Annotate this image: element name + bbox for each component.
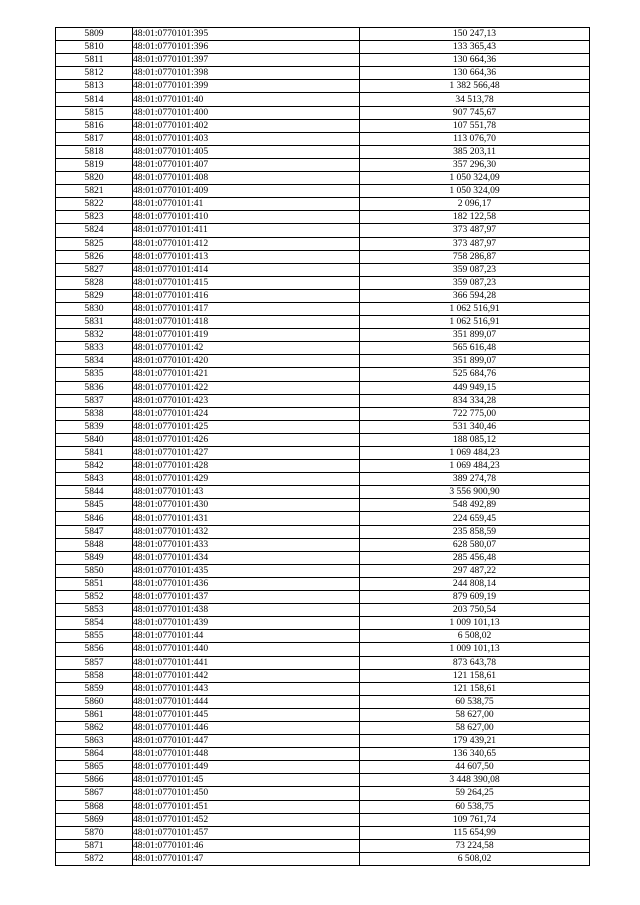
cadastral-number-cell: 48:01:0770101:445	[133, 708, 360, 721]
cadastral-number-cell: 48:01:0770101:441	[133, 656, 360, 669]
cadastral-number-cell: 48:01:0770101:42	[133, 342, 360, 355]
row-number-cell: 5819	[56, 158, 133, 171]
row-number-cell: 5828	[56, 276, 133, 289]
table-row	[56, 630, 590, 643]
row-number-cell: 5824	[56, 224, 133, 237]
cadastral-value-cell: 188 085,12	[360, 433, 590, 446]
table-row	[56, 551, 590, 564]
table-row	[56, 80, 590, 93]
row-number-cell: 5812	[56, 67, 133, 80]
cadastral-number-cell: 48:01:0770101:444	[133, 695, 360, 708]
table-row	[56, 185, 590, 198]
cadastral-value-cell: 130 664,36	[360, 67, 590, 80]
cadastral-number-cell: 48:01:0770101:425	[133, 420, 360, 433]
cadastral-number-cell: 48:01:0770101:436	[133, 577, 360, 590]
row-number-cell: 5821	[56, 185, 133, 198]
table-row	[56, 656, 590, 669]
table-row	[56, 708, 590, 721]
table-row	[56, 761, 590, 774]
cadastral-number-cell: 48:01:0770101:412	[133, 237, 360, 250]
cadastral-number-cell: 48:01:0770101:417	[133, 302, 360, 315]
table-row	[56, 525, 590, 538]
table-row	[56, 748, 590, 761]
row-number-cell: 5826	[56, 250, 133, 263]
row-number-cell: 5833	[56, 342, 133, 355]
cadastral-value-cell: 1 062 516,91	[360, 316, 590, 329]
cadastral-number-cell: 48:01:0770101:419	[133, 329, 360, 342]
cadastral-value-cell: 136 340,65	[360, 748, 590, 761]
cadastral-value-cell: 373 487,97	[360, 224, 590, 237]
cadastral-value-cell: 121 158,61	[360, 682, 590, 695]
table-row	[56, 198, 590, 211]
table-row	[56, 250, 590, 263]
table-row	[56, 289, 590, 302]
table-row	[56, 591, 590, 604]
row-number-cell: 5817	[56, 132, 133, 145]
table-body	[56, 28, 590, 866]
cadastral-value-cell: 758 286,87	[360, 250, 590, 263]
cadastral-number-cell: 48:01:0770101:47	[133, 852, 360, 865]
table-row	[56, 237, 590, 250]
row-number-cell: 5864	[56, 748, 133, 761]
row-number-cell: 5822	[56, 198, 133, 211]
cadastral-value-cell: 3 556 900,90	[360, 486, 590, 499]
cadastral-value-cell: 285 456,48	[360, 551, 590, 564]
table-row	[56, 433, 590, 446]
cadastral-value-cell: 525 684,76	[360, 368, 590, 381]
cadastral-number-cell: 48:01:0770101:415	[133, 276, 360, 289]
row-number-cell: 5871	[56, 839, 133, 852]
cadastral-value-cell: 130 664,36	[360, 54, 590, 67]
cadastral-value-cell: 548 492,89	[360, 499, 590, 512]
row-number-cell: 5843	[56, 473, 133, 486]
row-number-cell: 5814	[56, 93, 133, 106]
row-number-cell: 5809	[56, 28, 133, 41]
table-row	[56, 486, 590, 499]
row-number-cell: 5841	[56, 447, 133, 460]
cadastral-number-cell: 48:01:0770101:43	[133, 486, 360, 499]
cadastral-value-cell: 244 808,14	[360, 577, 590, 590]
table-row	[56, 512, 590, 525]
cadastral-value-cell: 3 448 390,08	[360, 774, 590, 787]
cadastral-number-cell: 48:01:0770101:421	[133, 368, 360, 381]
cadastral-value-cell: 385 203,11	[360, 145, 590, 158]
table-row	[56, 106, 590, 119]
cadastral-number-cell: 48:01:0770101:418	[133, 316, 360, 329]
table-row	[56, 342, 590, 355]
cadastral-number-cell: 48:01:0770101:416	[133, 289, 360, 302]
row-number-cell: 5870	[56, 826, 133, 839]
cadastral-value-cell: 121 158,61	[360, 669, 590, 682]
cadastral-number-cell: 48:01:0770101:427	[133, 447, 360, 460]
cadastral-value-cell: 351 899,07	[360, 329, 590, 342]
row-number-cell: 5856	[56, 643, 133, 656]
table-row	[56, 826, 590, 839]
cadastral-value-cell: 366 594,28	[360, 289, 590, 302]
row-number-cell: 5857	[56, 656, 133, 669]
cadastral-number-cell: 48:01:0770101:426	[133, 433, 360, 446]
cadastral-value-cell: 373 487,97	[360, 237, 590, 250]
row-number-cell: 5868	[56, 800, 133, 813]
row-number-cell: 5816	[56, 119, 133, 132]
row-number-cell: 5837	[56, 394, 133, 407]
cadastral-number-cell: 48:01:0770101:440	[133, 643, 360, 656]
cadastral-number-cell: 48:01:0770101:435	[133, 564, 360, 577]
table-row	[56, 577, 590, 590]
row-number-cell: 5863	[56, 735, 133, 748]
table-row	[56, 145, 590, 158]
cadastral-value-cell: 359 087,23	[360, 263, 590, 276]
cadastral-number-cell: 48:01:0770101:414	[133, 263, 360, 276]
cadastral-number-cell: 48:01:0770101:409	[133, 185, 360, 198]
cadastral-value-cell: 1 050 324,09	[360, 172, 590, 185]
cadastral-value-cell: 224 659,45	[360, 512, 590, 525]
cadastral-number-cell: 48:01:0770101:411	[133, 224, 360, 237]
cadastral-value-table	[55, 27, 590, 866]
table-row	[56, 800, 590, 813]
cadastral-value-cell: 58 627,00	[360, 708, 590, 721]
table-row	[56, 617, 590, 630]
row-number-cell: 5827	[56, 263, 133, 276]
cadastral-value-cell: 60 538,75	[360, 800, 590, 813]
row-number-cell: 5848	[56, 538, 133, 551]
cadastral-number-cell: 48:01:0770101:443	[133, 682, 360, 695]
row-number-cell: 5865	[56, 761, 133, 774]
table-row	[56, 276, 590, 289]
cadastral-value-cell: 109 761,74	[360, 813, 590, 826]
cadastral-value-cell: 203 750,54	[360, 604, 590, 617]
table-row	[56, 172, 590, 185]
cadastral-value-cell: 73 224,58	[360, 839, 590, 852]
cadastral-number-cell: 48:01:0770101:457	[133, 826, 360, 839]
cadastral-number-cell: 48:01:0770101:438	[133, 604, 360, 617]
cadastral-value-cell: 565 616,48	[360, 342, 590, 355]
cadastral-value-cell: 115 654,99	[360, 826, 590, 839]
cadastral-number-cell: 48:01:0770101:405	[133, 145, 360, 158]
cadastral-value-cell: 834 334,28	[360, 394, 590, 407]
table-row	[56, 368, 590, 381]
cadastral-value-cell: 58 627,00	[360, 721, 590, 734]
table-row	[56, 329, 590, 342]
cadastral-value-cell: 107 551,78	[360, 119, 590, 132]
cadastral-number-cell: 48:01:0770101:40	[133, 93, 360, 106]
row-number-cell: 5818	[56, 145, 133, 158]
table-row	[56, 682, 590, 695]
cadastral-number-cell: 48:01:0770101:41	[133, 198, 360, 211]
row-number-cell: 5853	[56, 604, 133, 617]
table-row	[56, 787, 590, 800]
cadastral-value-cell: 351 899,07	[360, 355, 590, 368]
table-row	[56, 695, 590, 708]
cadastral-number-cell: 48:01:0770101:400	[133, 106, 360, 119]
row-number-cell: 5849	[56, 551, 133, 564]
cadastral-number-cell: 48:01:0770101:402	[133, 119, 360, 132]
row-number-cell: 5844	[56, 486, 133, 499]
cadastral-number-cell: 48:01:0770101:448	[133, 748, 360, 761]
table-row	[56, 564, 590, 577]
table-row	[56, 54, 590, 67]
row-number-cell: 5840	[56, 433, 133, 446]
row-number-cell: 5859	[56, 682, 133, 695]
table-row	[56, 669, 590, 682]
cadastral-number-cell: 48:01:0770101:408	[133, 172, 360, 185]
table-row	[56, 394, 590, 407]
row-number-cell: 5838	[56, 407, 133, 420]
cadastral-value-cell: 133 365,43	[360, 41, 590, 54]
cadastral-value-cell: 628 580,07	[360, 538, 590, 551]
cadastral-number-cell: 48:01:0770101:428	[133, 460, 360, 473]
cadastral-number-cell: 48:01:0770101:45	[133, 774, 360, 787]
cadastral-number-cell: 48:01:0770101:396	[133, 41, 360, 54]
cadastral-value-cell: 2 096,17	[360, 198, 590, 211]
cadastral-value-cell: 389 274,78	[360, 473, 590, 486]
table-row	[56, 302, 590, 315]
row-number-cell: 5834	[56, 355, 133, 368]
cadastral-number-cell: 48:01:0770101:434	[133, 551, 360, 564]
cadastral-value-cell: 113 076,70	[360, 132, 590, 145]
cadastral-value-cell: 531 340,46	[360, 420, 590, 433]
table-row	[56, 316, 590, 329]
row-number-cell: 5810	[56, 41, 133, 54]
cadastral-number-cell: 48:01:0770101:407	[133, 158, 360, 171]
row-number-cell: 5823	[56, 211, 133, 224]
cadastral-value-cell: 907 745,67	[360, 106, 590, 119]
cadastral-value-cell: 235 858,59	[360, 525, 590, 538]
cadastral-value-cell: 879 609,19	[360, 591, 590, 604]
cadastral-number-cell: 48:01:0770101:433	[133, 538, 360, 551]
cadastral-number-cell: 48:01:0770101:450	[133, 787, 360, 800]
table-row	[56, 852, 590, 865]
row-number-cell: 5825	[56, 237, 133, 250]
row-number-cell: 5851	[56, 577, 133, 590]
cadastral-value-cell: 59 264,25	[360, 787, 590, 800]
cadastral-number-cell: 48:01:0770101:423	[133, 394, 360, 407]
table-row	[56, 41, 590, 54]
row-number-cell: 5861	[56, 708, 133, 721]
table-row	[56, 381, 590, 394]
cadastral-number-cell: 48:01:0770101:413	[133, 250, 360, 263]
row-number-cell: 5850	[56, 564, 133, 577]
cadastral-value-cell: 873 643,78	[360, 656, 590, 669]
cadastral-number-cell: 48:01:0770101:432	[133, 525, 360, 538]
cadastral-number-cell: 48:01:0770101:449	[133, 761, 360, 774]
cadastral-value-cell: 297 487,22	[360, 564, 590, 577]
table-row	[56, 211, 590, 224]
table-row	[56, 420, 590, 433]
row-number-cell: 5839	[56, 420, 133, 433]
row-number-cell: 5860	[56, 695, 133, 708]
table-row	[56, 119, 590, 132]
row-number-cell: 5862	[56, 721, 133, 734]
table-row	[56, 158, 590, 171]
table-row	[56, 407, 590, 420]
row-number-cell: 5866	[56, 774, 133, 787]
cadastral-value-cell: 34 513,78	[360, 93, 590, 106]
cadastral-number-cell: 48:01:0770101:422	[133, 381, 360, 394]
cadastral-number-cell: 48:01:0770101:403	[133, 132, 360, 145]
cadastral-value-cell: 150 247,13	[360, 28, 590, 41]
table-row	[56, 355, 590, 368]
table-row	[56, 263, 590, 276]
row-number-cell: 5842	[56, 460, 133, 473]
table-row	[56, 132, 590, 145]
cadastral-number-cell: 48:01:0770101:398	[133, 67, 360, 80]
cadastral-number-cell: 48:01:0770101:431	[133, 512, 360, 525]
cadastral-value-cell: 182 122,58	[360, 211, 590, 224]
cadastral-number-cell: 48:01:0770101:446	[133, 721, 360, 734]
table-row	[56, 643, 590, 656]
table-row	[56, 735, 590, 748]
row-number-cell: 5811	[56, 54, 133, 67]
cadastral-number-cell: 48:01:0770101:451	[133, 800, 360, 813]
row-number-cell: 5855	[56, 630, 133, 643]
cadastral-number-cell: 48:01:0770101:46	[133, 839, 360, 852]
cadastral-number-cell: 48:01:0770101:395	[133, 28, 360, 41]
cadastral-number-cell: 48:01:0770101:424	[133, 407, 360, 420]
row-number-cell: 5869	[56, 813, 133, 826]
cadastral-number-cell: 48:01:0770101:410	[133, 211, 360, 224]
cadastral-value-cell: 1 069 484,23	[360, 447, 590, 460]
row-number-cell: 5835	[56, 368, 133, 381]
row-number-cell: 5867	[56, 787, 133, 800]
table-row	[56, 813, 590, 826]
cadastral-value-cell: 6 508,02	[360, 852, 590, 865]
table-row	[56, 460, 590, 473]
row-number-cell: 5815	[56, 106, 133, 119]
cadastral-value-cell: 1 062 516,91	[360, 302, 590, 315]
row-number-cell: 5832	[56, 329, 133, 342]
row-number-cell: 5829	[56, 289, 133, 302]
cadastral-value-cell: 1 050 324,09	[360, 185, 590, 198]
cadastral-number-cell: 48:01:0770101:420	[133, 355, 360, 368]
row-number-cell: 5813	[56, 80, 133, 93]
cadastral-value-cell: 179 439,21	[360, 735, 590, 748]
cadastral-value-cell: 1 069 484,23	[360, 460, 590, 473]
cadastral-value-cell: 60 538,75	[360, 695, 590, 708]
cadastral-number-cell: 48:01:0770101:44	[133, 630, 360, 643]
table-row	[56, 28, 590, 41]
table-row	[56, 67, 590, 80]
cadastral-number-cell: 48:01:0770101:399	[133, 80, 360, 93]
table-row	[56, 538, 590, 551]
row-number-cell: 5820	[56, 172, 133, 185]
row-number-cell: 5830	[56, 302, 133, 315]
row-number-cell: 5845	[56, 499, 133, 512]
cadastral-number-cell: 48:01:0770101:442	[133, 669, 360, 682]
row-number-cell: 5852	[56, 591, 133, 604]
cadastral-number-cell: 48:01:0770101:439	[133, 617, 360, 630]
cadastral-number-cell: 48:01:0770101:429	[133, 473, 360, 486]
row-number-cell: 5872	[56, 852, 133, 865]
table-row	[56, 839, 590, 852]
cadastral-value-cell: 1 382 566,48	[360, 80, 590, 93]
table-row	[56, 774, 590, 787]
row-number-cell: 5854	[56, 617, 133, 630]
table-row	[56, 499, 590, 512]
row-number-cell: 5847	[56, 525, 133, 538]
table-row	[56, 224, 590, 237]
table-row	[56, 93, 590, 106]
cadastral-value-cell: 6 508,02	[360, 630, 590, 643]
row-number-cell: 5846	[56, 512, 133, 525]
cadastral-number-cell: 48:01:0770101:447	[133, 735, 360, 748]
cadastral-value-cell: 359 087,23	[360, 276, 590, 289]
table-row	[56, 447, 590, 460]
table-row	[56, 604, 590, 617]
cadastral-value-cell: 722 775,00	[360, 407, 590, 420]
cadastral-number-cell: 48:01:0770101:452	[133, 813, 360, 826]
cadastral-number-cell: 48:01:0770101:437	[133, 591, 360, 604]
cadastral-value-cell: 449 949,15	[360, 381, 590, 394]
row-number-cell: 5858	[56, 669, 133, 682]
table-row	[56, 721, 590, 734]
cadastral-value-cell: 1 009 101,13	[360, 643, 590, 656]
cadastral-number-cell: 48:01:0770101:430	[133, 499, 360, 512]
row-number-cell: 5836	[56, 381, 133, 394]
cadastral-value-cell: 44 607,50	[360, 761, 590, 774]
cadastral-number-cell: 48:01:0770101:397	[133, 54, 360, 67]
table-row	[56, 473, 590, 486]
row-number-cell: 5831	[56, 316, 133, 329]
cadastral-value-cell: 357 296,30	[360, 158, 590, 171]
cadastral-value-cell: 1 009 101,13	[360, 617, 590, 630]
